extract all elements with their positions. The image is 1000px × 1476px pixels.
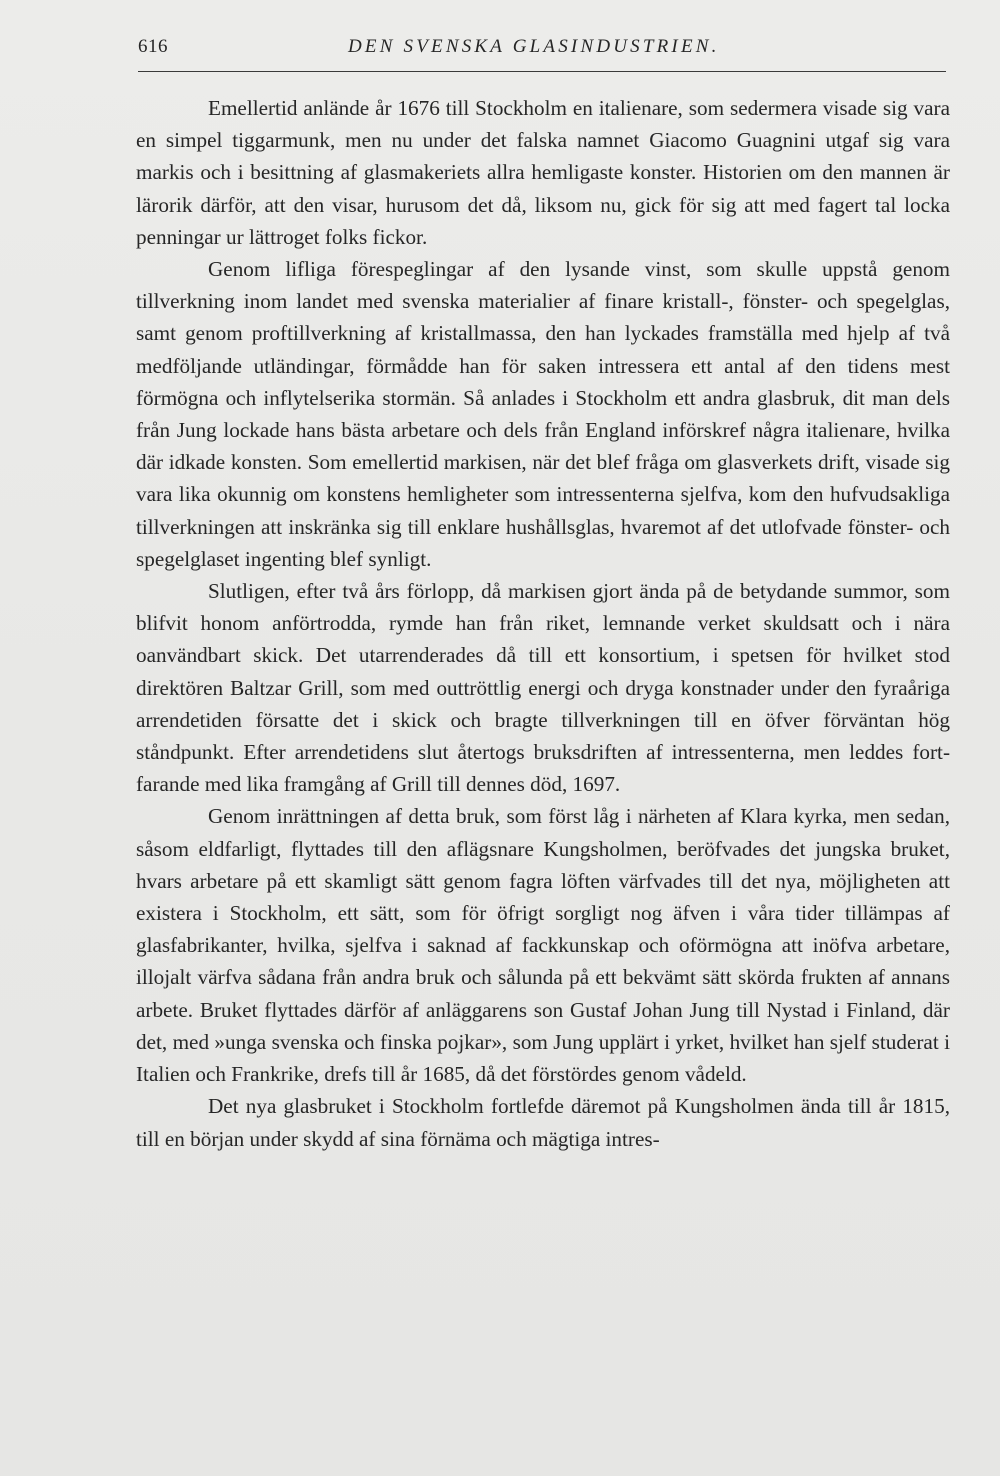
- paragraph: Det nya glasbruket i Stockholm fortlefde däremot på Kungsholmen ända till år 1815, till en början under skydd af sina förnäma och mägtiga intres-: [136, 1094, 950, 1151]
- body-text: [136, 92, 950, 1155]
- header-rule: [138, 71, 946, 72]
- running-title: DEN SVENSKA GLASINDUSTRIEN.: [348, 36, 720, 57]
- page-number: 616: [138, 36, 168, 57]
- page-header: [138, 34, 950, 70]
- paragraph: Genom lifliga förespeglingar af den lysande vinst, som skulle uppstå genom tillverkning inom landet med svenska materialier af finare kristall-, fönster- och spegelglas, samt genom proftillverkning af kristallmassa, den han lyckades framställa med hjelp af två medföljande utländingar, förmådde han för saken intressera ett antal af den tidens mest förmögna och inflytelserika stormän. Så anlades i Stockholm ett andra glasbruk, dit man dels från Jung lockade hans bästa arbetare och dels från England införskref några italienare, hvilka där idkade konsten. Som emellertid markisen, när det blef fråga om glasverkets drift, visade sig vara lika okunnig om konstens hemligheter som intressenterna sjelfva, kom den hufvudsakliga tillverkningen att inskränka sig till enklare hushållsglas, hvaremot af det utlofvade fönster- och spegelglaset ingenting blef synligt.: [136, 257, 950, 571]
- paragraph: Genom inrättningen af detta bruk, som först låg i närheten af Klara kyrka, men sedan, såsom eldfarligt, flyttades till den aflägsnare Kungsholmen, beröfvades det jungska bruket, hvars arbetare på ett skamligt sätt genom fagra löften värfvades till det nya, möjligheten att existera i Stockholm, ett sätt, som för öfrigt sorgligt nog äfven i våra tider tillämpas af glasfabrikanter, hvilka, sjelfva i saknad af fackkunskap och oförmögna att inöfva arbetare, illojalt värfva sådana från andra bruk och sålunda på ett bekvämt sätt skörda frukten af annans arbete. Bruket flyttades därför af anläggarens son Gustaf Johan Jung till Nystad i Finland, där det, med »unga svenska och finska pojkar», som Jung upplärt i yrket, hvilket han sjelf studerat i Italien och Frankrike, drefs till år 1685, då det förstördes genom vådeld.: [136, 804, 950, 1087]
- paragraph: Slutligen, efter två års förlopp, då markisen gjort ända på de betydande summor, som blifvit honom anförtrodda, rymde han från riket, lemnande verket skuldsatt och i nära oanvändbart skick. Det utarrenderades då till ett konsortium, i spetsen för hvilket stod direktören Baltzar Grill, som med outtröttlig energi och dryga konstnader under den fyraåriga arrendetiden försatte det i skick och bragte tillverkningen till en öfver förväntan hög ståndpunkt. Efter arrendetidens slut återtogs bruksdriften af intressenterna, men leddes fortfarande med lika framgång af Grill till dennes död, 1697.: [136, 579, 950, 797]
- paragraph: Emellertid anlände år 1676 till Stockholm en italienare, som sedermera visade sig vara en simpel tiggarmunk, men nu under det falska namnet Giacomo Guagnini utgaf sig vara markis och i besittning af glasmakeriets allra hemligaste konster. Historien om den mannen är lärorik därför, att den visar, hurusom det då, liksom nu, gick för sig att med fagert tal locka penningar ur lättroget folks fickor.: [136, 96, 950, 249]
